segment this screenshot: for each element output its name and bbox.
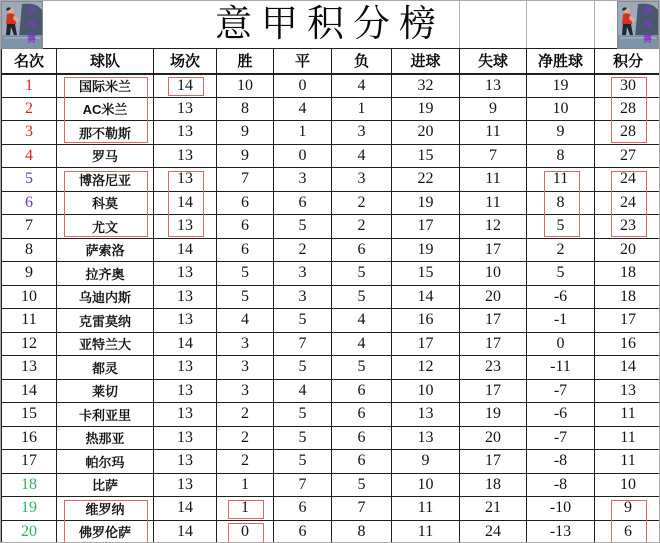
cell-team: 国际米兰 bbox=[57, 74, 154, 98]
cell-played: 14 bbox=[154, 238, 217, 262]
cell-draws: 4 bbox=[274, 97, 332, 121]
cell-draws: 4 bbox=[274, 379, 332, 403]
cell-goal-diff: -8 bbox=[527, 473, 595, 497]
cell-points: 11 bbox=[595, 403, 660, 427]
cell-team: 克雷莫纳 bbox=[57, 309, 154, 333]
cell-losses: 5 bbox=[332, 285, 392, 309]
cell-goals-for: 13 bbox=[392, 426, 460, 450]
cell-rank: 3 bbox=[2, 121, 57, 145]
corner-photo-right bbox=[617, 1, 659, 49]
cell-wins: 5 bbox=[217, 285, 274, 309]
cell-draws: 6 bbox=[274, 191, 332, 215]
cell-wins: 3 bbox=[217, 356, 274, 380]
cell-losses: 8 bbox=[332, 520, 392, 543]
cell-rank: 1 bbox=[2, 74, 57, 98]
cell-wins: 3 bbox=[217, 379, 274, 403]
cell-goals-for: 32 bbox=[392, 74, 460, 98]
cell-goals-for: 9 bbox=[392, 450, 460, 474]
table-row bbox=[2, 426, 660, 450]
svg-text:乓: 乓 bbox=[643, 20, 653, 30]
cell-draws: 1 bbox=[274, 121, 332, 145]
cell-draws: 3 bbox=[274, 168, 332, 192]
cell-wins: 0 bbox=[217, 520, 274, 543]
cell-team: 卡利亚里 bbox=[57, 403, 154, 427]
cell-goals-for: 14 bbox=[392, 285, 460, 309]
cell-rank: 6 bbox=[2, 191, 57, 215]
cell-draws: 7 bbox=[274, 473, 332, 497]
table-row bbox=[2, 262, 660, 286]
table-row bbox=[2, 97, 660, 121]
cell-goal-diff: -6 bbox=[527, 403, 595, 427]
cell-team: 热那亚 bbox=[57, 426, 154, 450]
cell-team: 佛罗伦萨 bbox=[57, 520, 154, 543]
cell-goal-diff: 8 bbox=[527, 191, 595, 215]
cell-draws: 5 bbox=[274, 215, 332, 239]
cell-goals-for: 19 bbox=[392, 97, 460, 121]
cell-points: 9 bbox=[595, 497, 660, 521]
cell-goal-diff: -8 bbox=[527, 450, 595, 474]
cell-goal-diff: -7 bbox=[527, 379, 595, 403]
cell-played: 13 bbox=[154, 450, 217, 474]
cell-played: 13 bbox=[154, 379, 217, 403]
table-row bbox=[2, 309, 660, 333]
cell-points: 30 bbox=[595, 74, 660, 98]
col-header-goals-against: 失球 bbox=[460, 49, 527, 74]
col-header-draws: 平 bbox=[274, 49, 332, 74]
cell-losses: 2 bbox=[332, 191, 392, 215]
table-row bbox=[2, 497, 660, 521]
cell-losses: 3 bbox=[332, 121, 392, 145]
cell-points: 27 bbox=[595, 144, 660, 168]
page-title: 意甲积分榜 bbox=[215, 4, 445, 45]
cell-points: 13 bbox=[595, 379, 660, 403]
cell-wins: 1 bbox=[217, 473, 274, 497]
cell-played: 14 bbox=[154, 497, 217, 521]
cell-draws: 0 bbox=[274, 144, 332, 168]
title-divider bbox=[594, 1, 595, 48]
cell-goals-against: 17 bbox=[460, 309, 527, 333]
cell-rank: 15 bbox=[2, 403, 57, 427]
cell-points: 6 bbox=[595, 520, 660, 543]
cell-rank: 7 bbox=[2, 215, 57, 239]
title-band bbox=[1, 1, 659, 48]
cell-losses: 4 bbox=[332, 144, 392, 168]
cell-played: 13 bbox=[154, 473, 217, 497]
cell-losses: 6 bbox=[332, 426, 392, 450]
cell-rank: 14 bbox=[2, 379, 57, 403]
cell-rank: 12 bbox=[2, 332, 57, 356]
cell-team: 维罗纳 bbox=[57, 497, 154, 521]
cell-points: 24 bbox=[595, 191, 660, 215]
cell-goals-against: 17 bbox=[460, 238, 527, 262]
cell-losses: 7 bbox=[332, 497, 392, 521]
cell-wins: 1 bbox=[217, 497, 274, 521]
cell-draws: 5 bbox=[274, 426, 332, 450]
cell-losses: 6 bbox=[332, 379, 392, 403]
cell-draws: 0 bbox=[274, 74, 332, 98]
cell-goal-diff: 19 bbox=[527, 74, 595, 98]
cell-wins: 4 bbox=[217, 309, 274, 333]
cell-losses: 2 bbox=[332, 215, 392, 239]
cell-goal-diff: -10 bbox=[527, 497, 595, 521]
cell-goals-against: 17 bbox=[460, 332, 527, 356]
cell-goals-for: 12 bbox=[392, 356, 460, 380]
col-header-points: 积分 bbox=[595, 49, 660, 74]
cell-losses: 4 bbox=[332, 74, 392, 98]
cell-goals-against: 11 bbox=[460, 168, 527, 192]
cell-rank: 19 bbox=[2, 497, 57, 521]
cell-losses: 4 bbox=[332, 309, 392, 333]
cell-draws: 3 bbox=[274, 285, 332, 309]
cell-goals-against: 17 bbox=[460, 379, 527, 403]
cell-goal-diff: -1 bbox=[527, 309, 595, 333]
cell-wins: 3 bbox=[217, 332, 274, 356]
title-divider bbox=[459, 1, 460, 48]
cell-draws: 2 bbox=[274, 238, 332, 262]
cell-rank: 16 bbox=[2, 426, 57, 450]
cell-losses: 5 bbox=[332, 356, 392, 380]
cell-goals-for: 16 bbox=[392, 309, 460, 333]
cell-points: 11 bbox=[595, 450, 660, 474]
cell-wins: 10 bbox=[217, 74, 274, 98]
cell-goals-for: 15 bbox=[392, 144, 460, 168]
cell-losses: 5 bbox=[332, 473, 392, 497]
cell-rank: 11 bbox=[2, 309, 57, 333]
cell-goals-against: 17 bbox=[460, 450, 527, 474]
col-header-team: 球队 bbox=[57, 49, 154, 74]
cell-goals-against: 7 bbox=[460, 144, 527, 168]
cell-team: 拉齐奥 bbox=[57, 262, 154, 286]
cell-losses: 6 bbox=[332, 403, 392, 427]
cell-goals-for: 10 bbox=[392, 379, 460, 403]
cell-losses: 4 bbox=[332, 332, 392, 356]
cell-rank: 17 bbox=[2, 450, 57, 474]
cell-goals-for: 19 bbox=[392, 191, 460, 215]
cell-goal-diff: 11 bbox=[527, 168, 595, 192]
cell-losses: 6 bbox=[332, 238, 392, 262]
cell-goals-against: 10 bbox=[460, 262, 527, 286]
cell-goals-against: 18 bbox=[460, 473, 527, 497]
cell-points: 18 bbox=[595, 285, 660, 309]
cell-draws: 3 bbox=[274, 262, 332, 286]
cell-played: 13 bbox=[154, 356, 217, 380]
cell-points: 20 bbox=[595, 238, 660, 262]
cell-points: 11 bbox=[595, 426, 660, 450]
cell-rank: 20 bbox=[2, 520, 57, 543]
cell-points: 28 bbox=[595, 121, 660, 145]
cell-played: 13 bbox=[154, 285, 217, 309]
cell-goal-diff: 5 bbox=[527, 262, 595, 286]
cell-played: 13 bbox=[154, 262, 217, 286]
cell-points: 16 bbox=[595, 332, 660, 356]
table-row bbox=[2, 450, 660, 474]
col-header-wins: 胜 bbox=[217, 49, 274, 74]
cell-team: 博洛尼亚 bbox=[57, 168, 154, 192]
cell-draws: 6 bbox=[274, 520, 332, 543]
col-header-goals-for: 进球 bbox=[392, 49, 460, 74]
cell-goal-diff: 0 bbox=[527, 332, 595, 356]
cell-wins: 2 bbox=[217, 426, 274, 450]
cell-rank: 4 bbox=[2, 144, 57, 168]
col-header-rank: 名次 bbox=[2, 49, 57, 74]
cell-losses: 6 bbox=[332, 450, 392, 474]
cell-goals-against: 11 bbox=[460, 121, 527, 145]
col-header-played: 场次 bbox=[154, 49, 217, 74]
cell-goals-against: 12 bbox=[460, 215, 527, 239]
cell-wins: 9 bbox=[217, 144, 274, 168]
cell-wins: 9 bbox=[217, 121, 274, 145]
cell-rank: 5 bbox=[2, 168, 57, 192]
cell-points: 28 bbox=[595, 97, 660, 121]
cell-played: 13 bbox=[154, 144, 217, 168]
cell-goals-for: 11 bbox=[392, 520, 460, 543]
cell-played: 13 bbox=[154, 215, 217, 239]
cell-team: 亚特兰大 bbox=[57, 332, 154, 356]
svg-text:赛: 赛 bbox=[27, 34, 37, 44]
cell-goals-against: 9 bbox=[460, 97, 527, 121]
table-row bbox=[2, 285, 660, 309]
cell-points: 18 bbox=[595, 262, 660, 286]
table-row bbox=[2, 403, 660, 427]
table-row bbox=[2, 520, 660, 543]
table-row bbox=[2, 215, 660, 239]
table-body bbox=[2, 74, 660, 543]
table-row bbox=[2, 168, 660, 192]
cell-goals-for: 19 bbox=[392, 238, 460, 262]
cell-losses: 1 bbox=[332, 97, 392, 121]
col-header-goal-diff: 净胜球 bbox=[527, 49, 595, 74]
cell-played: 13 bbox=[154, 309, 217, 333]
cell-team: 莱切 bbox=[57, 379, 154, 403]
cell-goal-diff: -6 bbox=[527, 285, 595, 309]
cell-wins: 2 bbox=[217, 450, 274, 474]
table-row bbox=[2, 473, 660, 497]
cell-points: 24 bbox=[595, 168, 660, 192]
table-row bbox=[2, 332, 660, 356]
cell-goals-for: 17 bbox=[392, 215, 460, 239]
cell-goal-diff: -11 bbox=[527, 356, 595, 380]
cell-goals-for: 22 bbox=[392, 168, 460, 192]
svg-text:乒: 乒 bbox=[643, 6, 653, 16]
cell-goals-for: 20 bbox=[392, 121, 460, 145]
cell-losses: 3 bbox=[332, 168, 392, 192]
cell-played: 13 bbox=[154, 168, 217, 192]
cell-team: AC米兰 bbox=[57, 97, 154, 121]
cell-goal-diff: 10 bbox=[527, 97, 595, 121]
cell-goals-against: 11 bbox=[460, 191, 527, 215]
cell-played: 13 bbox=[154, 97, 217, 121]
cell-wins: 7 bbox=[217, 168, 274, 192]
cell-goals-against: 19 bbox=[460, 403, 527, 427]
table-row bbox=[2, 238, 660, 262]
cell-team: 那不勒斯 bbox=[57, 121, 154, 145]
cell-team: 都灵 bbox=[57, 356, 154, 380]
cell-wins: 6 bbox=[217, 238, 274, 262]
table-row bbox=[2, 356, 660, 380]
cell-team: 比萨 bbox=[57, 473, 154, 497]
cell-played: 13 bbox=[154, 403, 217, 427]
cell-wins: 5 bbox=[217, 262, 274, 286]
cell-goal-diff: -13 bbox=[527, 520, 595, 543]
cell-rank: 13 bbox=[2, 356, 57, 380]
cell-points: 17 bbox=[595, 309, 660, 333]
cell-team: 科莫 bbox=[57, 191, 154, 215]
cell-goal-diff: -7 bbox=[527, 426, 595, 450]
cell-played: 14 bbox=[154, 520, 217, 543]
cell-points: 10 bbox=[595, 473, 660, 497]
table-row bbox=[2, 74, 660, 98]
table-row bbox=[2, 191, 660, 215]
cell-losses: 5 bbox=[332, 262, 392, 286]
cell-rank: 10 bbox=[2, 285, 57, 309]
table-header bbox=[2, 49, 660, 74]
cell-draws: 5 bbox=[274, 403, 332, 427]
cell-goal-diff: 2 bbox=[527, 238, 595, 262]
cell-rank: 18 bbox=[2, 473, 57, 497]
cell-team: 乌迪内斯 bbox=[57, 285, 154, 309]
svg-text:乓: 乓 bbox=[27, 20, 37, 30]
cell-draws: 6 bbox=[274, 497, 332, 521]
cell-played: 13 bbox=[154, 426, 217, 450]
cell-goals-for: 17 bbox=[392, 332, 460, 356]
cell-goals-against: 13 bbox=[460, 74, 527, 98]
cell-wins: 6 bbox=[217, 191, 274, 215]
cell-team: 萨索洛 bbox=[57, 238, 154, 262]
cell-goal-diff: 8 bbox=[527, 144, 595, 168]
cell-points: 14 bbox=[595, 356, 660, 380]
cell-goals-against: 23 bbox=[460, 356, 527, 380]
cell-goals-against: 24 bbox=[460, 520, 527, 543]
col-header-losses: 负 bbox=[332, 49, 392, 74]
cell-goal-diff: 5 bbox=[527, 215, 595, 239]
cell-goals-against: 20 bbox=[460, 426, 527, 450]
cell-rank: 9 bbox=[2, 262, 57, 286]
cell-draws: 5 bbox=[274, 450, 332, 474]
cell-played: 14 bbox=[154, 191, 217, 215]
cell-rank: 8 bbox=[2, 238, 57, 262]
cell-draws: 5 bbox=[274, 356, 332, 380]
cell-goals-for: 13 bbox=[392, 403, 460, 427]
cell-goals-against: 20 bbox=[460, 285, 527, 309]
cell-played: 13 bbox=[154, 121, 217, 145]
cell-team: 尤文 bbox=[57, 215, 154, 239]
cell-goals-against: 21 bbox=[460, 497, 527, 521]
cell-points: 23 bbox=[595, 215, 660, 239]
standings-table bbox=[1, 48, 660, 543]
cell-team: 帕尔玛 bbox=[57, 450, 154, 474]
cell-team: 罗马 bbox=[57, 144, 154, 168]
cell-draws: 5 bbox=[274, 309, 332, 333]
cell-goal-diff: 9 bbox=[527, 121, 595, 145]
cell-goals-for: 11 bbox=[392, 497, 460, 521]
table-row bbox=[2, 121, 660, 145]
cell-played: 14 bbox=[154, 332, 217, 356]
cell-wins: 6 bbox=[217, 215, 274, 239]
cell-played: 14 bbox=[154, 74, 217, 98]
cell-goals-for: 15 bbox=[392, 262, 460, 286]
cell-wins: 8 bbox=[217, 97, 274, 121]
table-row bbox=[2, 379, 660, 403]
svg-text:赛: 赛 bbox=[643, 34, 653, 44]
cell-draws: 7 bbox=[274, 332, 332, 356]
title-divider bbox=[526, 1, 527, 48]
cell-rank: 2 bbox=[2, 97, 57, 121]
cell-goals-for: 10 bbox=[392, 473, 460, 497]
corner-photo-left bbox=[1, 1, 43, 49]
table-row bbox=[2, 144, 660, 168]
cell-wins: 2 bbox=[217, 403, 274, 427]
svg-text:乒: 乒 bbox=[27, 6, 37, 16]
